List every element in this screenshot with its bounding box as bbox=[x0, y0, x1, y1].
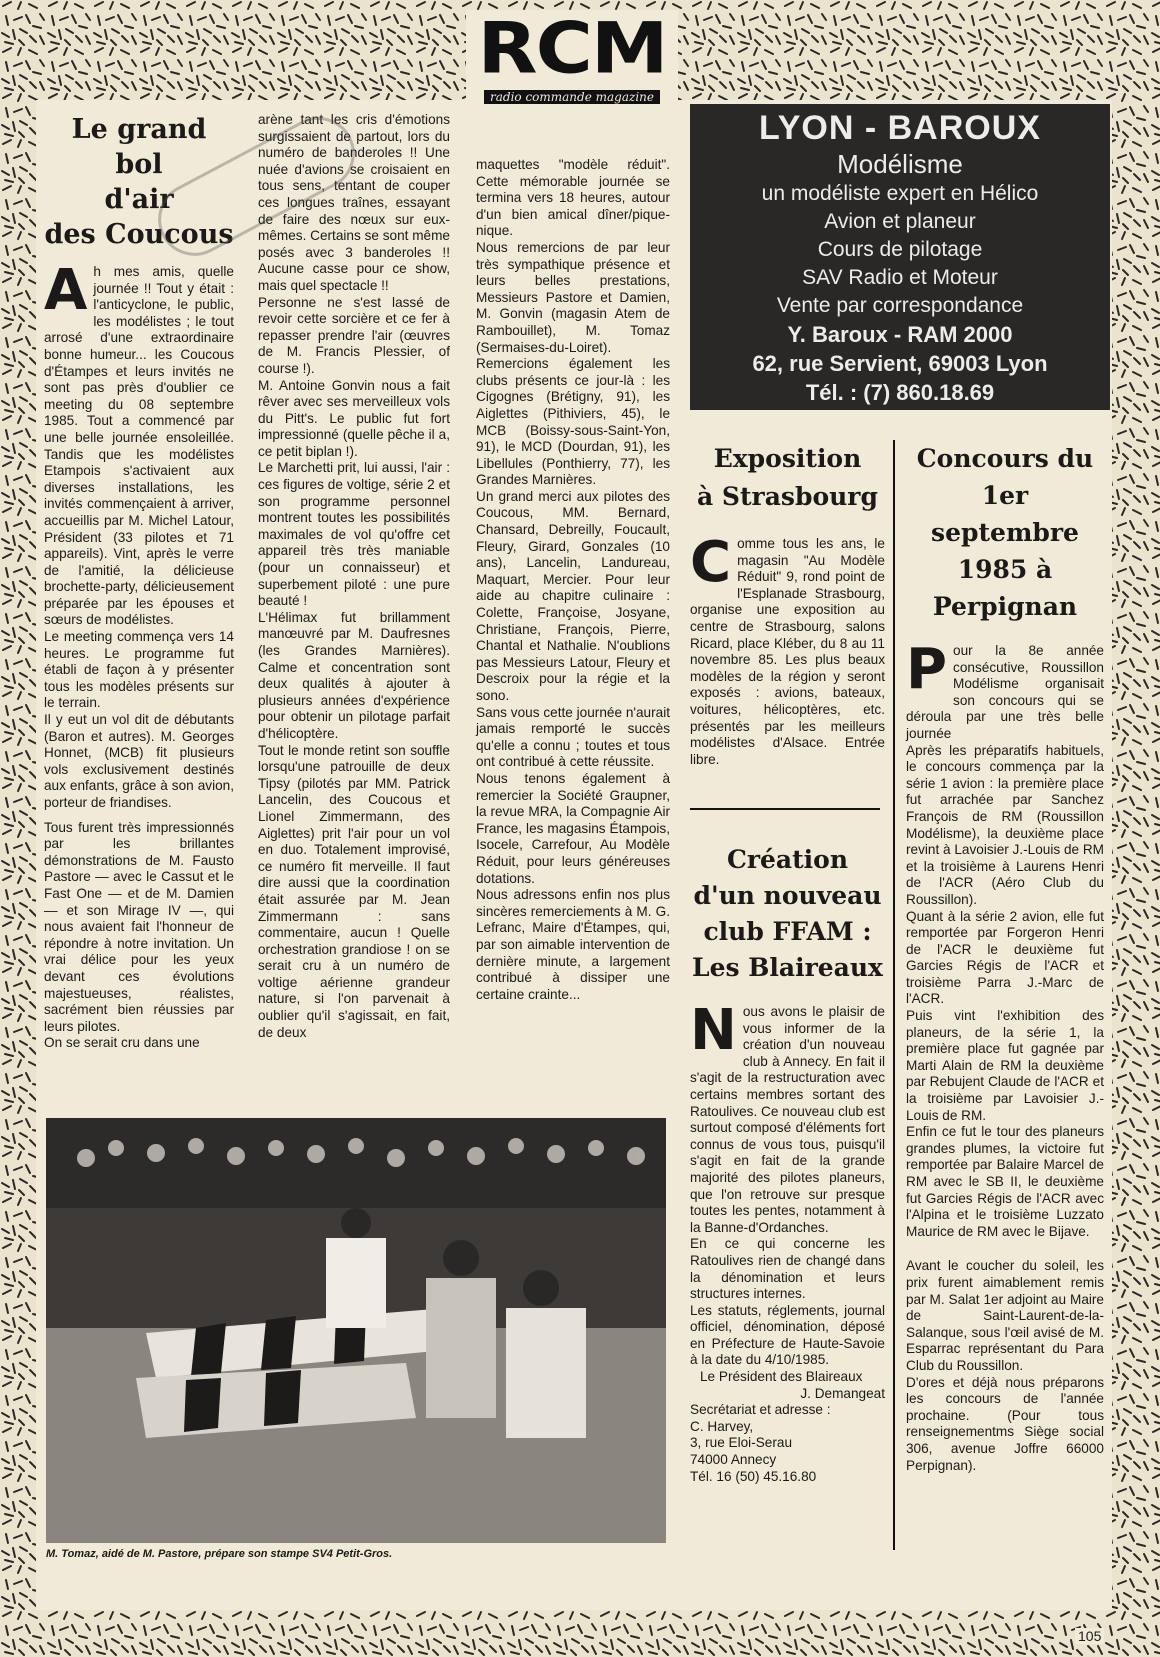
club-dropcap: N bbox=[690, 998, 737, 1063]
article1-para: Nous tenons également à remercier la Société Graupner, la revue MRA, la Compagnie Air France, les magasins Étampois, Isocele, Carrefour, Au Modèle Réduit, pour leurs généreuses dotations. bbox=[476, 770, 670, 886]
article1-para: Le Marchetti prit, lui aussi, l'air : ces figures de voltige, série 2 et son programme personnel montrent toutes les possibilités maximales de vol qu'offre cet appareil très très maniable (pour un connaisseur) et superbement piloté : une pure beauté ! bbox=[258, 460, 450, 609]
article1-title-line: Le grand bol bbox=[71, 114, 207, 180]
club-para: En ce qui concerne les Ratoulives rien de changé dans la dénomination et leurs structures internes. bbox=[690, 1236, 885, 1302]
article1-para: Le meeting commença vers 14 heures. Le programme fut établi de façon à y présenter tous les modèles présents sur le terrain. bbox=[44, 629, 234, 711]
concours-text: our la 8e année consécutive, Roussillon Modélisme organisait son concours qui se déroula par une très belle journée bbox=[906, 643, 1104, 741]
expo-article bbox=[690, 440, 885, 768]
ad-line: Tél. : (7) 860.18.69 bbox=[805, 380, 995, 405]
event-photo bbox=[46, 1118, 666, 1543]
expo-title-line: Exposition bbox=[713, 444, 862, 473]
concours-para: Enfin ce fut le tour des planeurs grandes plumes, la victoire fut remportée par Balaire Marcel de RM avec le SB II, le deuxième fut Garcies Régis de l'ACR avec l'Alpina et le troisième Luzzato Maurice de RM avec le Bijave. bbox=[906, 1124, 1104, 1239]
ad-line: Vente par correspondance bbox=[776, 294, 1024, 317]
club-title bbox=[690, 842, 885, 986]
expo-text: omme tous les ans, le magasin "Au Modèle Réduit" 9, rond point de l'Esplanade Strasbourg, organise une exposition au centre de Strasbourg, salons Ricard, place Kléber, du 8 au 11 novembre 85. Les plus beaux modèles de la région y seront exposés : avions, bateaux, voitures, hélicoptères, etc. présentés par les meilleurs modélistes d'Alsace. Entrée libre. bbox=[690, 536, 885, 767]
article1-para: Personne ne s'est lassé de revoir cette sorcière et ce fer à repasser prendre l'air (œuvres de M. Francis Plessier, of course !). bbox=[258, 294, 450, 376]
club-para: Les statuts, réglements, journal officiel, dénomination, déposé en Préfecture de Haute-Savoie à la date du 4/10/1985. bbox=[690, 1302, 885, 1368]
article1-para bbox=[44, 258, 234, 629]
ad-line: Avion et planeur bbox=[824, 210, 976, 233]
ad-line: 62, rue Servient, 69003 Lyon bbox=[752, 351, 1048, 376]
page-number: 105 bbox=[1075, 1628, 1104, 1644]
concours-para: D'ores et déjà nous préparons les concours de l'année prochaine. (Pour tous renseignementms Siège social 306, avenue Joffre 66000 Perpignan). bbox=[906, 1374, 1104, 1473]
expo-para bbox=[690, 530, 885, 768]
club-title-line: Création bbox=[726, 845, 849, 874]
concours-article bbox=[906, 440, 1104, 1474]
lyon-baroux-ad bbox=[690, 104, 1110, 410]
club-address: C. Harvey, bbox=[690, 1418, 754, 1434]
ad-subtitle: Modélisme bbox=[837, 149, 963, 179]
expo-dropcap: C bbox=[690, 530, 732, 595]
article1-para: L'Hélimax fut brillamment manœuvré par M. Daufresnes (les Grandes Marnières). Calme et concentration sont deux qualités à ajouter à plusieurs années d'expérience pour obtenir un pilotage parfait d'hélicoptère. bbox=[258, 609, 450, 741]
club-para bbox=[690, 998, 885, 1236]
article1-col2 bbox=[258, 112, 450, 1041]
article1-para: Tout le monde retint son souffle lorsqu'une patrouille de deux Tipsy (pilotés par MM. Patrick Lancelin, des Coucous et Lionel Zimmermann, des Aiglettes) prit l'air pour un vol en duo. Totalement improvisé, ce numéro fit merveille. Il faut dire aussi que la coordination était assurée par M. Jean Zimmermann : sans commentaire, aucun ! Quelle orchestration grandiose ! on se serait cru à un numéro de voltige aérienne grandeur nature, si l'on parvenait à oublier qu'il s'agissait, en fait, de deux bbox=[258, 742, 450, 1040]
article1-para: On se serait cru dans une bbox=[44, 1035, 200, 1051]
club-article bbox=[690, 842, 885, 1485]
photo-caption: M. Tomaz, aidé de M. Pastore, prépare son stampe SV4 Petit-Gros. bbox=[46, 1548, 393, 1560]
masthead bbox=[466, 10, 678, 106]
ad-line: Cours de pilotage bbox=[817, 238, 983, 261]
article1-para: maquettes "modèle réduit". Cette mémorable journée se termina vers 18 heures, autour d'un bien amical dîner/pique-nique. bbox=[476, 157, 670, 239]
article1-para: Il y eut un vol dit de débutants (Baron et autres). M. Georges Honnet, (MCB) fit plusieurs vols exclusivement destinés aux enfants, grâce à son avion, porteur de friandises. bbox=[44, 712, 234, 810]
expo-title bbox=[690, 440, 885, 516]
section-divider bbox=[690, 808, 880, 810]
article1-para: arène tant les cris d'émotions surgissaient de partout, lors du numéro de banderoles !! Une nuée d'avions se croisaient en tous sens, tentant de couper ces longues traînes, essayant de faire des nœux sur eux-mêmes. Certains se sont même posés avec 3 banderoles !! Aucune casse pour ce show, mais quel spectacle !! bbox=[258, 112, 450, 293]
club-signature: Le Président des Blaireaux bbox=[700, 1369, 863, 1385]
ad-line: SAV Radio et Moteur bbox=[802, 266, 998, 289]
concours-para: Puis vint l'exhibition des planeurs, de la série 1, la première place fut gagnée par Marti Alain de RM la deuxième par Rebujent Claude de l'ACR et la troisième par Lavoisier J.-Louis de RM. bbox=[906, 1008, 1104, 1123]
club-address: Tél. 16 (50) 45.16.80 bbox=[690, 1468, 817, 1484]
ad-line: Y. Baroux - RAM 2000 bbox=[787, 322, 1013, 347]
article1-title-line: des Coucous bbox=[44, 219, 234, 250]
ad-title: LYON - BAROUX bbox=[759, 109, 1041, 147]
concours-title-line: 1985 à bbox=[957, 555, 1053, 584]
club-address: Secrétariat et adresse : bbox=[690, 1402, 831, 1418]
article1-para: M. Antoine Gonvin nous a fait rêver avec ses merveilleux vols du Pitt's. Le public fut fort impressionné (quelle pêche il a, ce petit biplan !). bbox=[258, 377, 450, 459]
concours-para: Après les préparatifs habituels, le concours commença par la série 1 avion : la première place fut arrachée par Sanchez François de RM (Roussillon Modélisme), la deuxième place revint à Lavoisier J.-Louis de RM et la troisième à Laurens Henri de l'ACR (Aéro Club du Roussillon). bbox=[906, 742, 1104, 907]
column-divider bbox=[893, 440, 895, 1550]
concours-title-line: Concours du bbox=[916, 444, 1094, 473]
club-title-line: club FFAM : bbox=[703, 917, 872, 946]
club-address: 3, rue Eloi-Serau bbox=[690, 1435, 793, 1451]
masthead-logo: RCM bbox=[477, 8, 667, 90]
article1-para: Nous remercions de par leur très sympathique présence et leurs belles prestations, Messieurs Pastore et Damien, M. Gonvin (magasin Atem de Rambouillet), M. Tomaz (Sermaises-du-Loiret). bbox=[476, 239, 670, 355]
concours-dropcap: P bbox=[906, 637, 948, 702]
article1-text: h mes amis, quelle journée !! Tout y était : l'anticyclone, le public, les modélistes ; le tout arrosé d'une extraordinaire bonne humeur... les Coucous d'Étampes et leurs invités ne sont pas près d'oublier ce meeting du 08 septembre 1985. Tout a commencé par une belle journée ensoleillée. Tandis que les modélistes Etampois s'activaient aux diverses installations, les invités commençaient à arriver, accueillis par M. Michel Latour, Président (33 pilotes et 71 appareils). Vint, après le verre de l'amitié, la délicieuse brochette-party, délicieusement préparée par les épouses et sœurs de modélistes. bbox=[44, 264, 234, 628]
club-signature: J. Demangeat bbox=[800, 1385, 885, 1401]
club-address: 74000 Annecy bbox=[690, 1452, 777, 1468]
ad-line: un modéliste expert en Hélico bbox=[761, 182, 1039, 205]
article1-para: Sans vous cette journée n'aurait jamais remporté le succès qu'elle a connu ; toutes et tous ont contribué à cette réussite. bbox=[476, 704, 670, 770]
masthead-tagline: radio commande magazine bbox=[484, 90, 660, 104]
concours-para: Avant le coucher du soleil, les prix furent aimablement remis par M. Salat 1er adjoint au Maire de Saint-Laurent-de-la-Salanque, sous l'œil avisé de M. Esparrac représentant du Para Club du Roussillon. bbox=[906, 1258, 1104, 1373]
article1-para: Remercions également les clubs présents ce jour-là : les Cigognes (Brétigny, 91), les Aiglettes (Pithiviers, 45), le MCB (Boissy-sous-Saint-Yon, 91), le MCD (Dourdan, 91), les Libellules (Ponthierry, 77), les Grandes Marnières. bbox=[476, 356, 670, 488]
article1-col3 bbox=[476, 157, 670, 1003]
concours-title bbox=[906, 440, 1104, 625]
club-title-line: d'un nouveau bbox=[693, 881, 882, 910]
concours-para: Quant à la série 2 avion, elle fut remportée par Forgeron Henri de l'ACR le deuxième fut Garcies Régis de l'ACR et troisième Parra J.-Marc de l'ACR. bbox=[906, 908, 1104, 1007]
article1-para: Tous furent très impressionnés par les brillantes démonstrations de M. Fausto Pastore — avec le Cassut et le Fast One — et de M. Damien — et son Mirage IV —, qui nous avaient fait l'honneur de répondre à notre invitation. Un vrai délice pour les yeux devant ces évolutions majestueuses, réalistes, sacrément bien réussies par leurs pilotes. bbox=[44, 819, 234, 1034]
concours-title-line: Perpignan bbox=[932, 592, 1078, 621]
article1-dropcap: A bbox=[44, 258, 88, 323]
article1-para: Un grand merci aux pilotes des Coucous, MM. Bernard, Chansard, Debreilly, Foucault, Fleury, Girard, Gonzales (10 ans), Lancelin, Landureau, Maquart, Mercier. Pour leur aide au chapitre culinaire : Colette, Françoise, Josyane, Christiane, François, Pierre, Chantal et Nathalie. N'oublions pas Messieurs Latour, Fleury et Descroix pour la régie et la sono. bbox=[476, 488, 670, 703]
concours-para bbox=[906, 637, 1104, 743]
article1-para: Nous adressons enfin nos plus sincères remerciements à M. G. Lefranc, Maire d'Étampes, qui, par son aimable intervention de dernière minute, a largement contribué à dissiper une certaine crainte... bbox=[476, 887, 670, 1002]
photo-illustration bbox=[46, 1118, 666, 1543]
concours-title-line: 1er septembre bbox=[931, 481, 1079, 547]
article1-title-line: d'air bbox=[104, 184, 174, 215]
expo-title-line: à Strasbourg bbox=[697, 482, 878, 511]
club-title-line: Les Blaireaux bbox=[692, 953, 883, 982]
club-text: ous avons le plaisir de vous informer de la création d'un nouveau club à Annecy. En fait il s'agit de la restructuration avec certains membres sortant des Ratoulives. Ce nouveau club est surtout composé d'éléments fort connus de vous tous, puisqu'il s'agit en fait de la grande majorité des pilotes planeurs, que l'on retrouve sur presque toutes les pentes, notamment à la Banne-d'Ordanches. bbox=[690, 1004, 885, 1235]
